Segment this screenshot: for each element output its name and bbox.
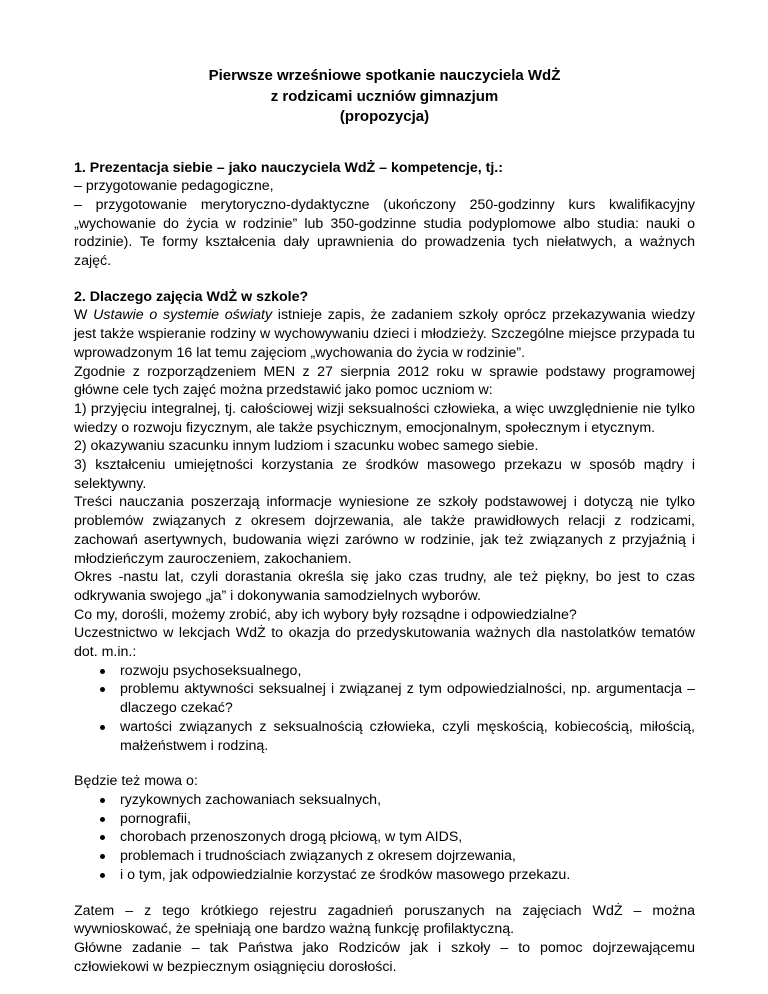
section-2-heading: 2. Dlaczego zajęcia WdŻ w szkole? [74, 288, 309, 305]
section-1-item-1: – przygotowanie pedagogiczne, [74, 178, 274, 195]
p1-suffix: istnieje zapis, że zadaniem szkoły oprócz przekazywania wiedzy jest także wspieranie rodziny w wychowywaniu dzieci i młodzieży. Szczególne miejsce przypada tu wprowadzonym 16 lat temu zajęciom „wychowania do życia w rodzinie”. [74, 307, 695, 361]
section-1-heading: 1. Prezentacja siebie – jako nauczyciela WdŻ – kompetencje, tj.: [74, 159, 503, 176]
p1-prefix: W [74, 307, 94, 324]
list-item: i o tym, jak odpowiedzialnie korzystać ze środków masowego przekazu. [120, 866, 695, 885]
act-title: Ustawie o systemie oświaty [93, 307, 273, 324]
section-2-paragraph-1 [74, 306, 695, 362]
section-2-paragraph-5: Co my, dorośli, możemy zrobić, aby ich wybory były rozsądne i odpowiedzialne? [74, 606, 577, 623]
section-2 [74, 288, 695, 977]
title-line-2: z rodzicami uczniów gimnazjum [270, 87, 499, 105]
list-item: wartości związanych z seksualnością człowieka, czyli męskością, kobiecością, miłością, małżeństwem i rodziną. [120, 718, 695, 754]
spacer [74, 885, 695, 902]
section-2-paragraph-2: Zgodnie z rozporządzeniem MEN z 27 sierpnia 2012 roku w sprawie podstawy programowej główne cele tych zajęć można przedstawić jako pomoc uczniom w: [74, 363, 695, 399]
goal-3: 3) kształceniu umiejętności korzystania ze środków masowego przekazu w sposób mądry i selektywny. [74, 457, 695, 492]
list-item: ryzykownych zachowaniach seksualnych, [120, 791, 695, 810]
document-title [74, 66, 695, 128]
list-item: rozwoju psychoseksualnego, [120, 662, 695, 681]
section-1 [74, 159, 695, 271]
spacer [74, 755, 695, 772]
title-line-1: Pierwsze wrześniowe spotkanie nauczyciela WdŻ [208, 67, 561, 84]
list-item: problemach i trudnościach związanych z okresem dojrzewania, [120, 847, 695, 866]
more-topics-list [74, 791, 695, 885]
section-2-paragraph-7: Będzie też mowa o: [74, 773, 198, 790]
list-item: chorobach przenoszonych drogą płciową, w tym AIDS, [120, 828, 695, 847]
section-1-item-2: – przygotowanie merytoryczno-dydaktyczne (ukończony 250-godzinny kurs kwalifikacyjny „wychowanie do życia w rodzinie” lub 350-godzinne studia podyplomowe albo studia: nauki o rodzinie). Te formy kształcenia dały uprawnienia do prowadzenia tych niełatwych, a ważnych zajęć. [74, 196, 695, 270]
title-line-3: (propozycja) [339, 108, 430, 125]
section-2-paragraph-6: Uczestnictwo w lekcjach WdŻ to okazja do przedyskutowania ważnych dla nastolatków tematów dot. m.in.: [74, 625, 695, 661]
topics-list [74, 662, 695, 756]
goal-1: 1) przyjęciu integralnej, tj. całościowej wizji seksualności człowieka, a więc uwzględnienie nie tylko wiedzy o rozwoju fizycznym, ale także psychicznym, emocjonalnym, społecznym i etycznym. [74, 400, 695, 436]
section-2-paragraph-4: Okres -nastu lat, czyli dorastania określa się jako czas trudny, ale też piękny, bo jest to czas odkrywania swojego „ja” i dokonywania samodzielnych wyborów. [74, 569, 695, 604]
section-2-paragraph-8: Zatem – z tego krótkiego rejestru zagadnień poruszanych na zajęciach WdŻ – można wywnioskować, że spełniają one bardzo ważną funkcję profilaktyczną. [74, 902, 695, 938]
goal-2: 2) okazywaniu szacunku innym ludziom i szacunku wobec samego siebie. [74, 438, 539, 455]
section-2-paragraph-9: Główne zadanie – tak Państwa jako Rodziców jak i szkoły – to pomoc dojrzewającemu człowiekowi w bezpiecznym osiągnięciu dorosłości. [74, 939, 695, 975]
list-item: problemu aktywności seksualnej i związanej z tym odpowiedzialności, np. argumentacja – dlaczego czekać? [120, 681, 695, 717]
section-2-paragraph-3: Treści nauczania poszerzają informacje wyniesione ze szkoły podstawowej i dotyczą nie tylko problemów związanych z okresem dojrzewania, ale także prawidłowych relacji z rodzicami, zachowań asertywnych, budowania więzi zarówno w rodzinie, jak też związanych z przyjaźnią i młodzieńczym zauroczeniem, zakochaniem. [74, 494, 695, 567]
list-item: pornografii, [120, 810, 695, 829]
